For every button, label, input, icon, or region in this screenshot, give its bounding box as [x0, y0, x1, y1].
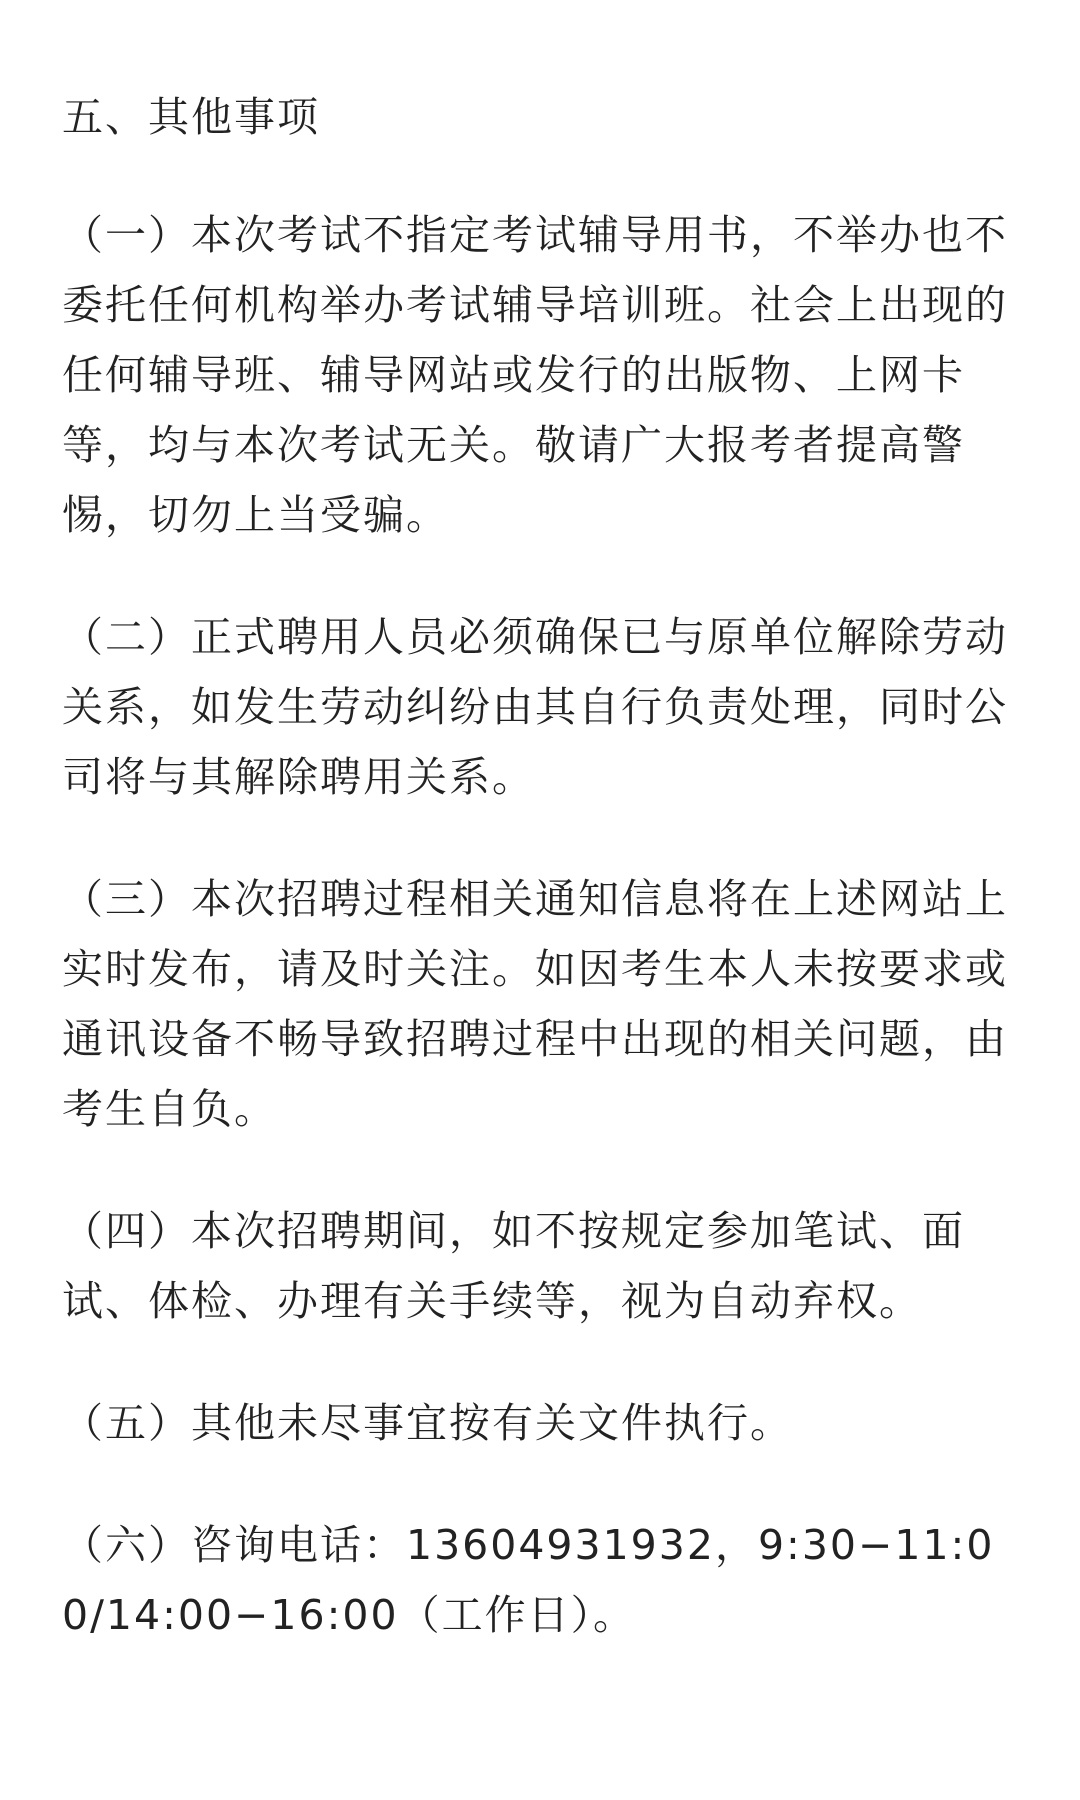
section-heading: 五、其他事项	[62, 93, 320, 141]
article-body	[62, 86, 1028, 1650]
paragraph-item-4: （四）本次招聘期间，如不按规定参加笔试、面试、体检、办理有关手续等，视为自动弃权。	[62, 1207, 965, 1325]
paragraph-item-1: （一）本次考试不指定考试辅导用书，不举办也不委托任何机构举办考试辅导培训班。社会上出现的任何辅导班、辅导网站或发行的出版物、上网卡等，均与本次考试无关。敬请广大报考者提高警惕，切勿上当受骗。	[62, 211, 1008, 539]
paragraph-item-2: （二）正式聘用人员必须确保已与原单位解除劳动关系，如发生劳动纠纷由其自行负责处理，同时公司将与其解除聘用关系。	[62, 613, 1008, 801]
paragraph-item-3: （三）本次招聘过程相关通知信息将在上述网站上实时发布，请及时关注。如因考生本人未按要求或通讯设备不畅导致招聘过程中出现的相关问题，由考生自负。	[62, 875, 1008, 1133]
paragraph-item-5: （五）其他未尽事宜按有关文件执行。	[62, 1399, 793, 1447]
paragraph-item-6: （六）咨询电话：13604931932，9:30−11:00/14:00−16:00（工作日）。	[62, 1521, 995, 1639]
